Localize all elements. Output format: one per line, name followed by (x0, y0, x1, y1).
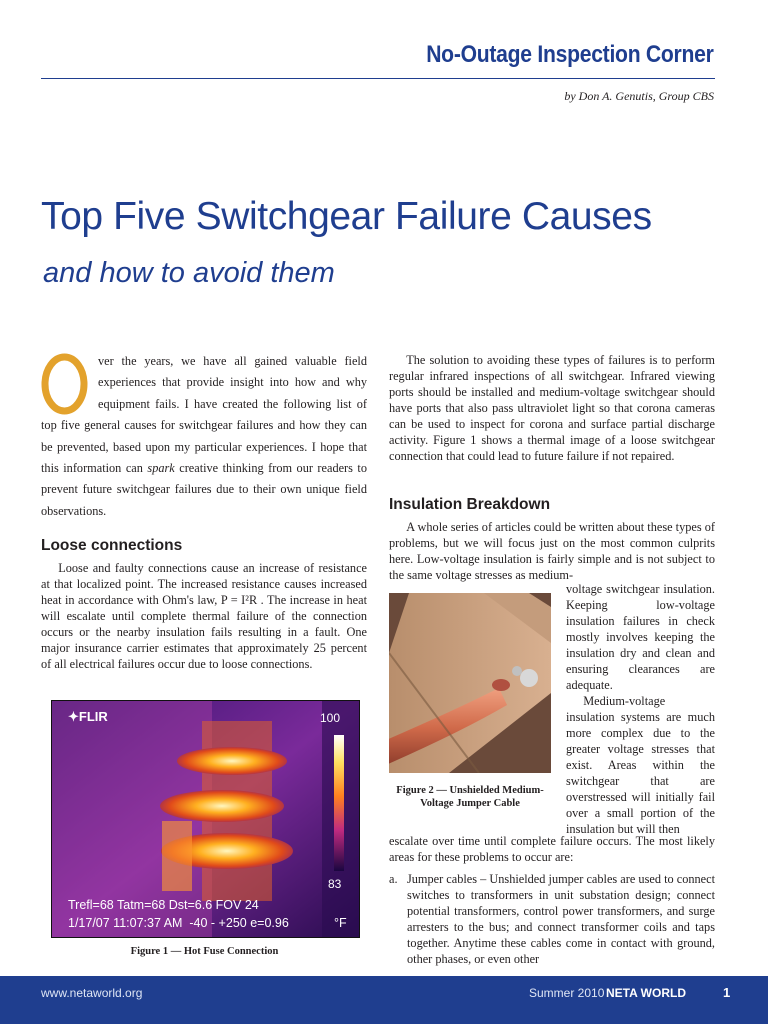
insulation-text: A whole series of articles could be written about these types of problems, but we will focus just on the most common culprits here. Low-voltage insulation is fairly simple and is not subject to the same voltage stresses as medium- (389, 520, 715, 582)
insulation-wrap-text-1: voltage switchgear insulation. Keeping low-voltage insulation failures in check mostly involves keeping the insulation dry and clean and ensuring clearances are adequate. (566, 582, 715, 692)
article-title: Top Five Switchgear Failure Causes (41, 195, 652, 238)
insulation-wrap-text-2: Medium-voltage insulation systems are much more complex due to the greater voltage stresses that exist. Areas within the switchgear that are overstressed will initially fail over a small portion of the insulation but will then (566, 694, 715, 836)
footer-url[interactable]: www.netaworld.org (41, 986, 143, 1000)
insulation-paragraph (389, 519, 715, 583)
intro-paragraph (41, 351, 367, 522)
flir-logo: ✦FLIR (68, 709, 108, 724)
insulation-heading: Insulation Breakdown (389, 496, 551, 513)
failure-areas-list (389, 871, 715, 967)
scale-min-label: 83 (328, 877, 342, 891)
figure2-caption: Figure 2 — Unshielded Medium-Voltage Jumper Cable (396, 785, 544, 809)
flir-brand: FLIR (78, 709, 108, 724)
scale-max-label: 100 (320, 711, 341, 725)
page-footer (0, 976, 768, 1024)
intro-text-end: creative thinking from our readers to prevent future switchgear failures due to their own unique field observations. (41, 461, 367, 518)
figure1-caption: Figure 1 — Hot Fuse Connection (130, 946, 279, 957)
thermal-readout-line1: Trefl=68 Tatm=68 Dst=6.6 FOV 24 (68, 898, 259, 912)
insulation-wrap-1 (566, 581, 715, 837)
solution-paragraph (389, 352, 715, 464)
figure2-photo (389, 593, 551, 773)
insulation-continued-text: escalate over time until complete failure occurs. The most likely areas for these problems to occur are: (389, 834, 715, 864)
figure1-thermal-image (51, 700, 360, 938)
list-item (389, 871, 715, 967)
loose-connections-text: Loose and faulty connections cause an increase of resistance at that localized point. The increased resistance causes increased heat in accordance with Ohm's law, P = I²R . The increase in heat will escalate until complete thermal failure of the connection occurs or the nearby insulation fails resulting in a fault. One major insurance carrier estimates that approximately 25 percent of all electrical failures occur due to loose connections. (41, 561, 367, 671)
drop-cap-o (41, 353, 88, 415)
list-item-marker: a. (389, 872, 398, 886)
byline: by Don A. Genutis, Group CBS (564, 89, 714, 103)
temperature-scale-bar (334, 735, 344, 871)
footer-page-number: 1 (723, 985, 731, 1000)
footer-issue: Summer 2010 (529, 986, 605, 1000)
footer-magazine: NETA WORLD (606, 986, 686, 1000)
loose-connections-heading: Loose connections (41, 537, 183, 554)
article-subtitle: and how to avoid them (43, 257, 335, 289)
thermal-unit: °F (334, 916, 347, 930)
intro-text: ver the years, we have all gained valuable field experiences that provide insight into how and why equipment fails. I have created the following list of top five general causes for switchgear failures and how they can be prevented, based upon my particular experiences. I hope that this information can (41, 354, 367, 476)
list-item-text: Jumper cables – Unshielded jumper cables are used to connect switches to transformers in unit substation design; connect potential transformers, control power transformers, and surge arresters to the bus; and connect transformer coils and taps together. Anytime these cables come in contact with ground, other phases, or even other (407, 872, 715, 966)
thermal-readout-line2: 1/17/07 11:07:37 AM -40 - +250 e=0.96 (68, 916, 289, 930)
loose-connections-paragraph (41, 560, 367, 672)
insulation-continued (389, 833, 715, 865)
section-title: No-Outage Inspection Corner (426, 41, 714, 68)
intro-spark: spark (147, 461, 175, 476)
jumper-cable-drawing (389, 593, 551, 773)
solution-text: The solution to avoiding these types of failures is to perform regular infrared inspections of all switchgear. Infrared viewing ports should be installed and medium-voltage switchgear should have ports that also pass ultraviolet light so that corona cameras can be used to inspect for corona and surface partial discharge activity. Figure 1 shows a thermal image of a loose switchgear connection that could lead to future failure if not repaired. (389, 353, 715, 463)
header-rule (41, 78, 715, 79)
